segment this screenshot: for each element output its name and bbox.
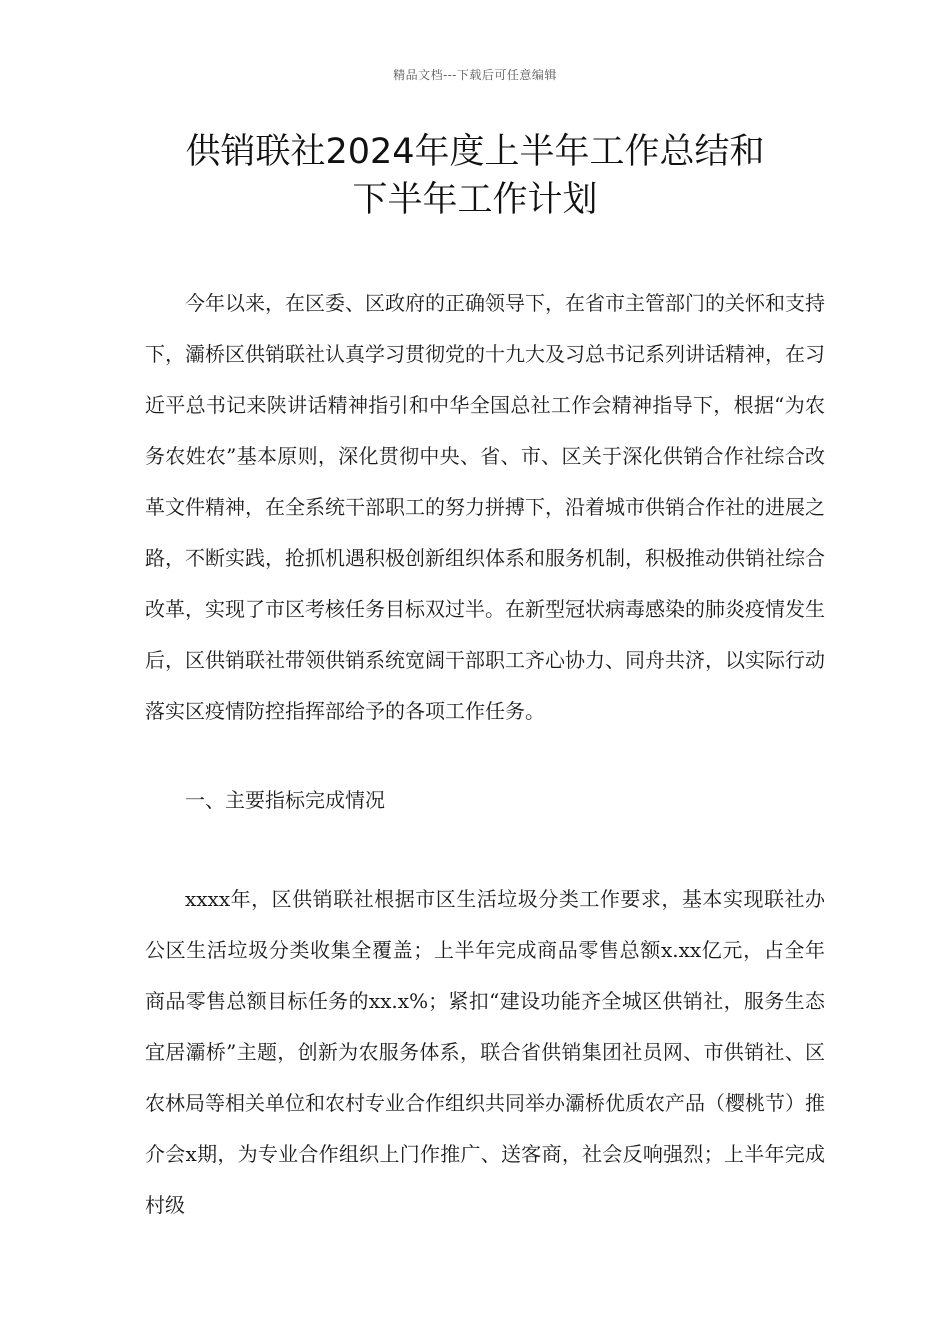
page-header-note: 精品文档---下载后可任意编辑	[393, 68, 557, 82]
title-line-1: 供销联社2024年度上半年工作总结和	[185, 132, 765, 172]
section-heading: 一、主要指标完成情况	[185, 788, 385, 812]
body-paragraph: xxxx年，区供销联社根据市区生活垃圾分类工作要求，基本实现联社办公区生活垃圾分类收集全覆盖；上半年完成商品零售总额x.xx亿元，占全年商品零售总额目标任务的xx.x%；紧扣“建设功能齐全城区供销社，服务生态宜居灞桥”主题，创新为农服务体系，联合省供销集团社员网、市供销社、区农林局等相关单位和农村专业合作组织共同举办灞桥优质农产品（樱桃节）推介会x期，为专业合作组织上门作推广、送客商，社会反响强烈；上半年完成村级	[145, 887, 825, 1217]
document-title	[100, 128, 850, 224]
title-line-2: 下半年工作计划	[352, 180, 598, 220]
intro-paragraph: 今年以来，在区委、区政府的正确领导下，在省市主管部门的关怀和支持下，灞桥区供销联社认真学习贯彻党的十九大及习总书记系列讲话精神，在习近平总书记来陕讲话精神指引和中华全国总社工作会精神指导下，根据“为农务农姓农”基本原则，深化贯彻中央、省、市、区关于深化供销合作社综合改革文件精神，在全系统干部职工的努力拼搏下，沿着城市供销合作社的进展之路，不断实践，抢抓机遇积极创新组织体系和服务机制，积极推动供销社综合改革，实现了市区考核任务目标双过半。在新型冠状病毒感染的肺炎疫情发生后，区供销联社带领供销系统宽阔干部职工齐心协力、同舟共济，以实际行动落实区疫情防控指挥部给予的各项工作任务。	[145, 291, 825, 723]
